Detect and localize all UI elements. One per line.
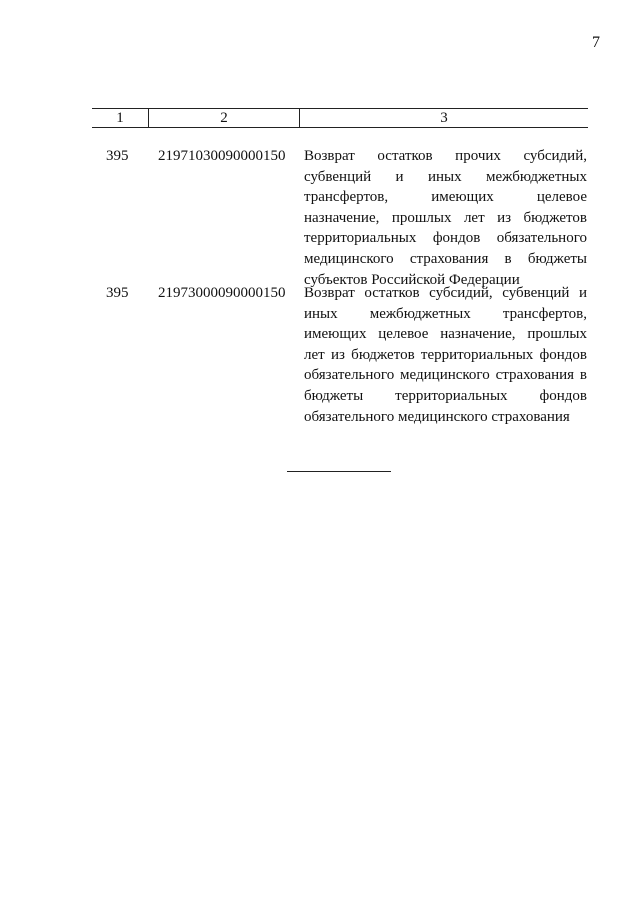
end-divider: [287, 471, 391, 472]
budget-classification-code: 21971030090000150: [158, 148, 286, 164]
column-header-2: 2: [149, 109, 300, 128]
page-number: 7: [592, 34, 600, 51]
income-description: Возврат остатков субсидий, субвенций и иных межбюджетных трансфертов, имеющих целевое назначение, прошлых лет из бюджетов территориальных фондов обязательного медицинского страхования в бюджеты территориальных фондов обязательного медицинского страхования: [304, 285, 587, 425]
column-header-3: 3: [300, 109, 589, 128]
table-header: [92, 108, 588, 128]
column-header-1: 1: [92, 109, 149, 128]
admin-code: 395: [106, 148, 129, 164]
admin-code: 395: [106, 285, 129, 301]
income-description: Возврат остатков прочих субсидий, субвенций и иных межбюджетных трансфертов, имеющих целевое назначение, прошлых лет из бюджетов территориальных фондов обязательного медицинского страхования в бюджеты субъектов Российской Федерации: [304, 148, 587, 288]
budget-classification-code: 21973000090000150: [158, 285, 286, 301]
